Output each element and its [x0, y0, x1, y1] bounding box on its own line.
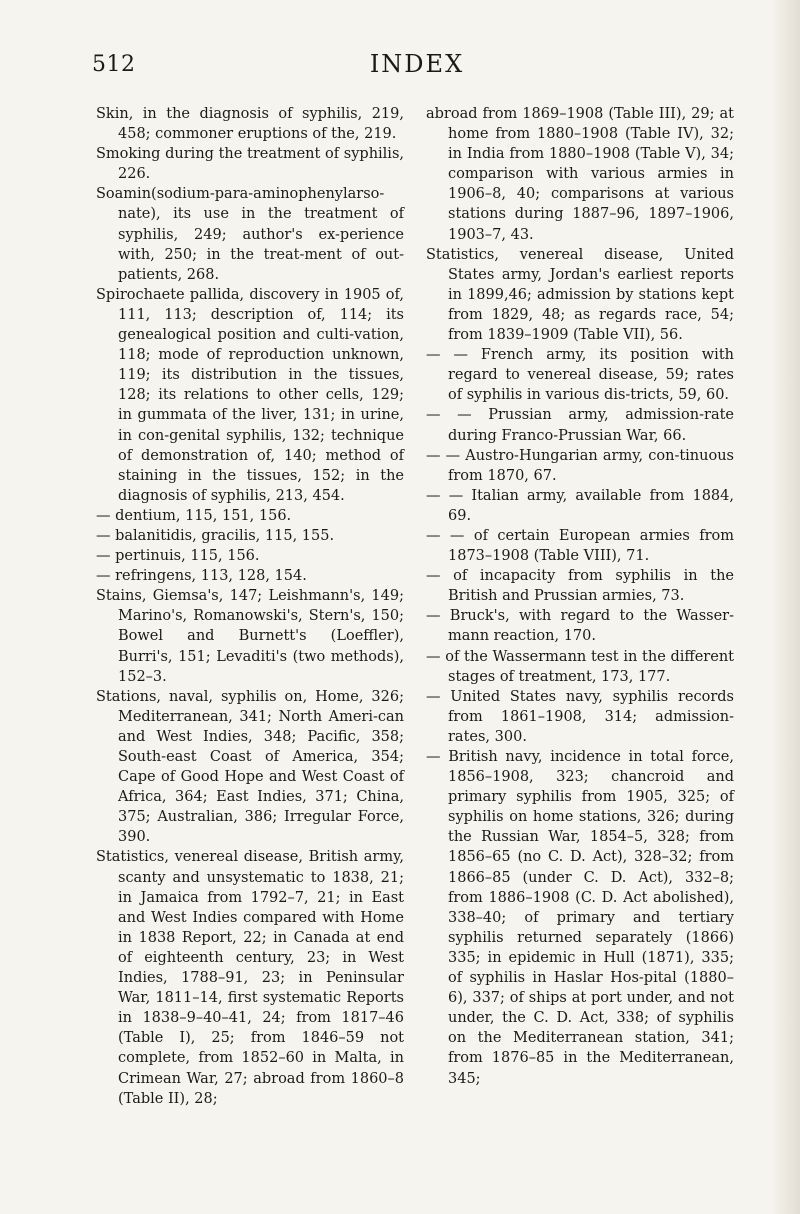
left-column: [96, 104, 404, 1109]
index-subentry: — British navy, incidence in total force, 1856–1908, 323; chancroid and primary syphilis from 1905, 325; of syphilis on home stations, 326; during the Russian War, 1854–5, 328; from 1856–65 (no C. D. Act), 328–32; from 1866–85 (under C. D. Act), 332–8; from 1886–1908 (C. D. Act abolished), 338–40; of primary and tertiary syphilis returned separately (1866) 335; in epidemic in Hull (1871), 335; of syphilis in Haslar Hos-pital (1880–6), 337; of ships at port under, and not under, the C. D. Act, 338; of syphilis on the Mediterranean station, 341; from 1876–85 in the Mediterranean, 345;: [426, 749, 734, 1087]
index-subentry: — — French army, its position with regard to venereal disease, 59; rates of syphilis in various dis-tricts, 59, 60.: [426, 347, 734, 404]
index-subentry: — pertinuis, 115, 156.: [96, 548, 260, 565]
index-entry: Spirochaete pallida, discovery in 1905 of, 111, 113; description of, 114; its genealogical position and culti-vation, 118; mode of reproduction unknown, 119; its distribution in the tissues, 128; its relations to other cells, 129; in gummata of the liver, 131; in urine, in con-genital syphilis, 132; technique of demonstration of, 140; method of staining in the tissues, 152; in the diagnosis of syphilis, 213, 454.: [96, 286, 404, 504]
index-subentry: — Bruck's, with regard to the Wasser-mann reaction, 170.: [426, 608, 734, 645]
index-subentry: — — Prussian army, admission-rate during Franco-Prussian War, 66.: [426, 407, 734, 444]
index-subentry: — — Austro-Hungarian army, con-tinuous from 1870, 67.: [426, 447, 734, 484]
index-subentry: — — of certain European armies from 1873–1908 (Table VIII), 71.: [426, 527, 734, 565]
running-title: INDEX: [369, 50, 465, 78]
index-subentry: — dentium, 115, 151, 156.: [96, 507, 292, 524]
index-subentry: — — Italian army, available from 1884, 69.: [426, 487, 734, 524]
index-subentry: — of incapacity from syphilis in the British and Prussian armies, 73.: [426, 568, 734, 605]
index-entry: Smoking during the treatment of syphilis, 226.: [96, 146, 404, 183]
index-subentry: — balanitidis, gracilis, 115, 155.: [96, 527, 335, 544]
index-subentry: — United States navy, syphilis records from 1861–1908, 314; admission-rates, 300.: [426, 688, 734, 745]
index-entry: Skin, in the diagnosis of syphilis, 219, 458; commoner eruptions of the, 219.: [96, 106, 404, 143]
index-entry: Statistics, venereal disease, United States army, Jordan's earliest reports in 1899,46; admission by stations kept from 1829, 48; as regards race, 54; from 1839–1909 (Table VII), 56.: [426, 246, 734, 344]
page-edge-shadow: [770, 0, 800, 1214]
index-subentry: — of the Wassermann test in the different stages of treatment, 173, 177.: [426, 648, 734, 685]
index-entry: Statistics, venereal disease, British army, scanty and unsystematic to 1838, 21; in Jamaica from 1792–7, 21; in East and West Indies compared with Home in 1838 Report, 22; in Canada at end of eighteenth century, 23; in West Indies, 1788–91, 23; in Peninsular War, 1811–14, first systematic Reports in 1838–9–40–41, 24; from 1817–46 (Table I), 25; from 1846–59 not complete, from 1852–60 in Malta, in Crimean War, 27; abroad from 1860–8 (Table II), 28;: [96, 849, 404, 1107]
index-subentry: — refringens, 113, 128, 154.: [96, 568, 307, 585]
index-entry: Stations, naval, syphilis on, Home, 326; Mediterranean, 341; North Ameri-can and West Indies, 348; Pacific, 358; South-east Coast of America, 354; Cape of Good Hope and West Coast of Africa, 364; East Indies, 371; China, 375; Australian, 386; Irregular Force, 390.: [96, 688, 404, 846]
index-entry: Soamin(sodium-para-aminophenylarso-nate), its use in the treatment of syphilis, 249; author's ex-perience with, 250; in the treat-ment of out-patients, 268.: [96, 186, 404, 283]
page-header: [92, 44, 742, 80]
index-continuation: abroad from 1869–1908 (Table III), 29; at home from 1880–1908 (Table IV), 32; in India from 1880–1908 (Table V), 34; comparison with various armies in 1906–8, 40; comparisons at various stations during 1887–96, 1897–1906, 1903–7, 43.: [426, 106, 734, 243]
page-number: 512: [92, 52, 136, 77]
right-column: [426, 104, 734, 1089]
index-entry: Stains, Giemsa's, 147; Leishmann's, 149; Marino's, Romanowski's, Stern's, 150; Bowel and Burnett's (Loeffler), Burri's, 151; Levaditi's (two methods), 152–3.: [96, 588, 404, 685]
